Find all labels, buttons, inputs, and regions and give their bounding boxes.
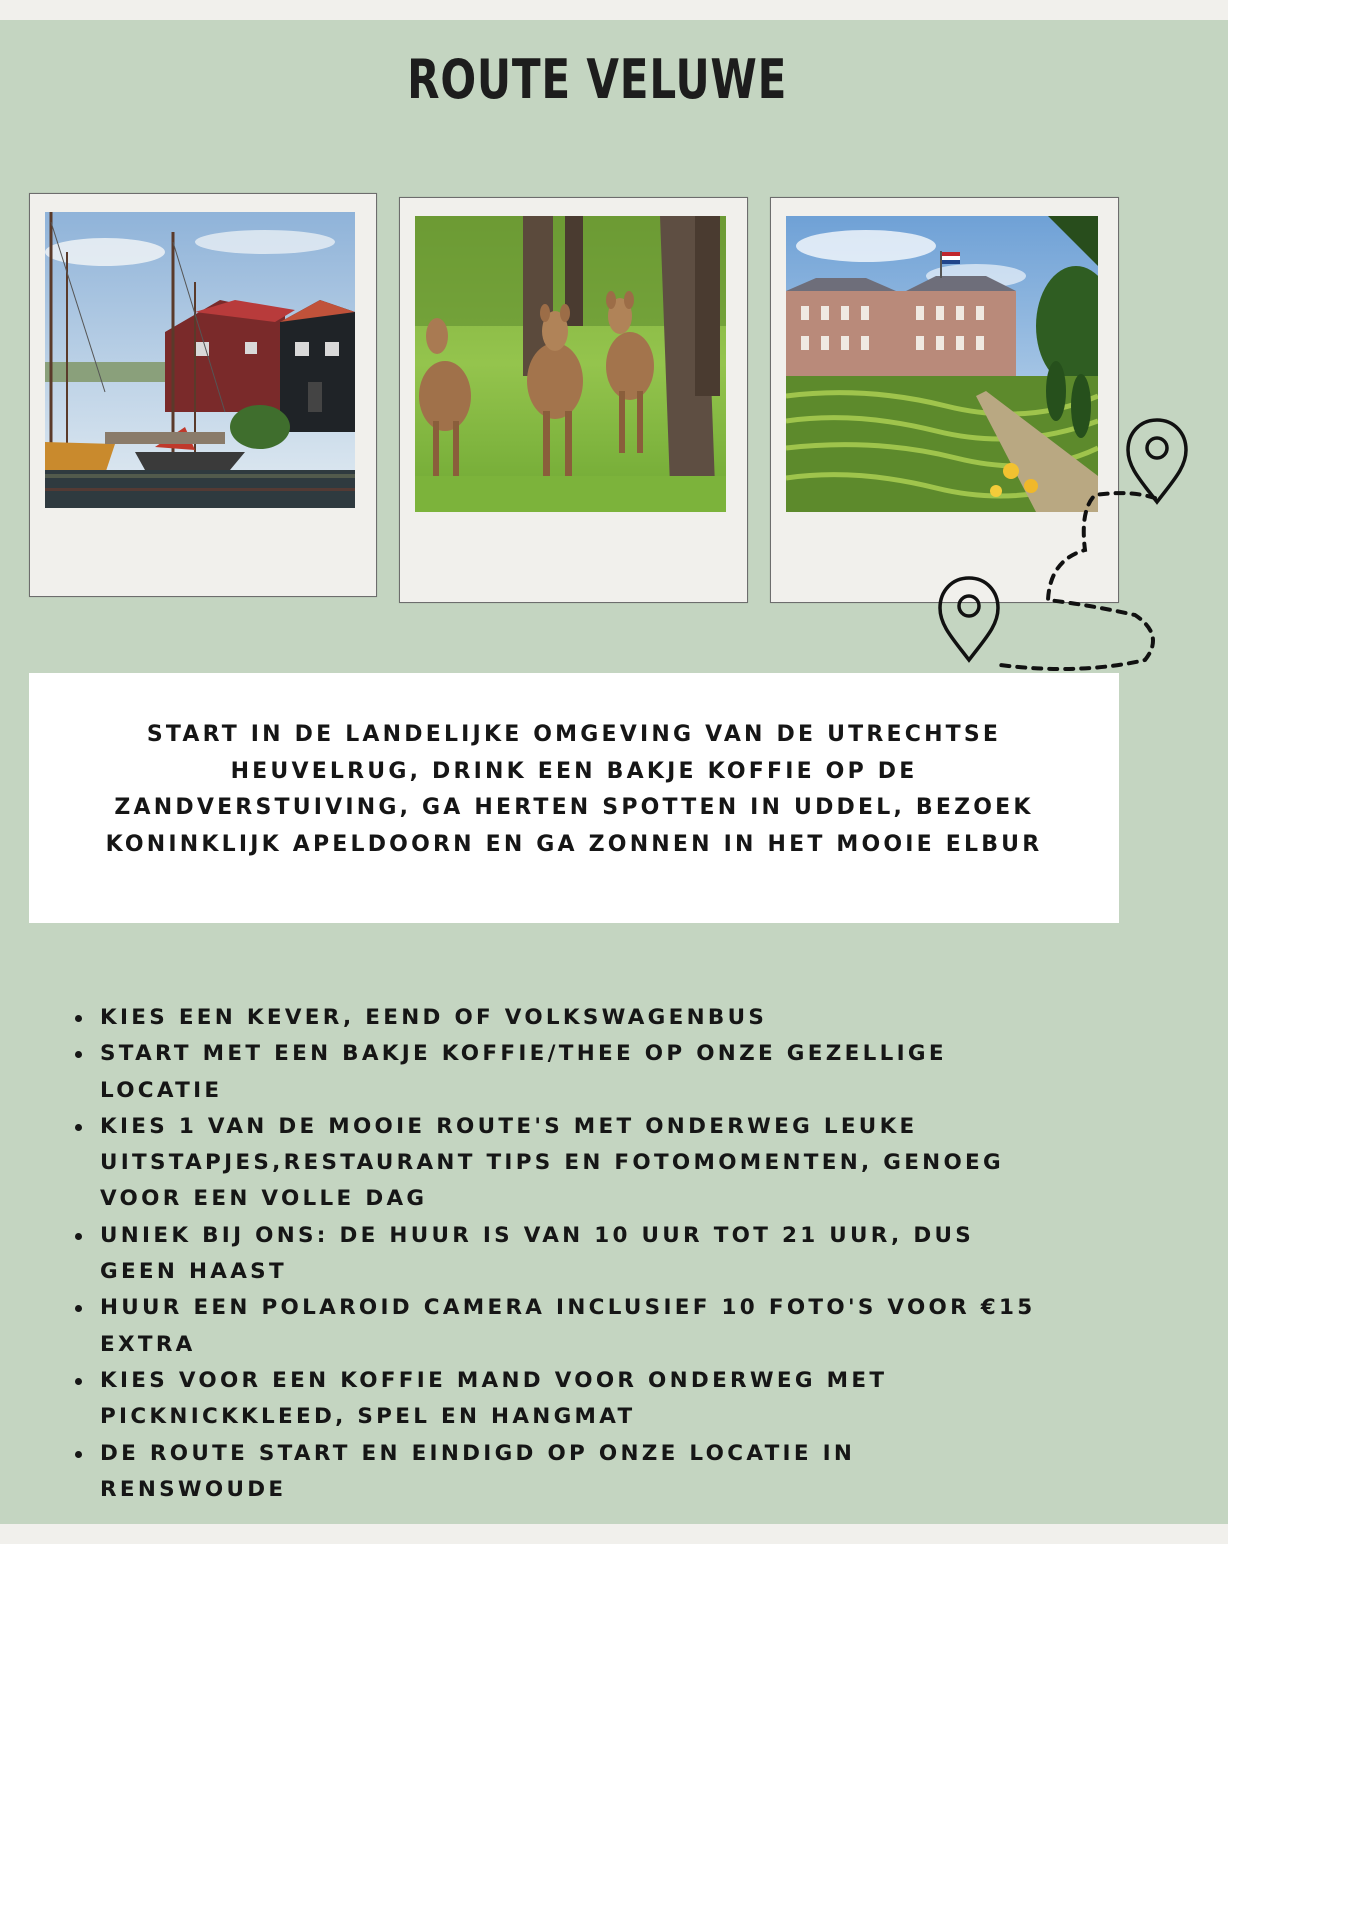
list-item: KIES EEN KEVER, EEND OF VOLKSWAGENBUS <box>70 1000 1040 1036</box>
list-item: HUUR EEN POLAROID CAMERA INCLUSIEF 10 FOTO'S VOOR €15 EXTRA <box>70 1290 1040 1363</box>
intro-box <box>29 673 1119 923</box>
deer-photo <box>415 216 726 512</box>
harbor-photo <box>45 212 355 508</box>
list-item: DE ROUTE START EN EINDIGD OP ONZE LOCATIE IN RENSWOUDE <box>70 1436 1040 1509</box>
list-item: START MET EEN BAKJE KOFFIE/THEE OP ONZE GEZELLIGE LOCATIE <box>70 1036 1040 1109</box>
intro-text: START IN DE LANDELIJKE OMGEVING VAN DE UTRECHTSE HEUVELRUG, DRINK EEN BAKJE KOFFIE OP DE ZANDVERSTUIVING, GA HERTEN SPOTTEN IN UDDEL, BEZOEK KONINKLIJK APELDOORN EN GA ZONNEN IN HET MOOIE ELBUR <box>105 722 1043 857</box>
map-pin-icon <box>1128 420 1186 502</box>
list-item: KIES VOOR EEN KOFFIE MAND VOOR ONDERWEG MET PICKNICKKLEED, SPEL EN HANGMAT <box>70 1363 1040 1436</box>
feature-list <box>70 1000 1040 1508</box>
route-pins <box>930 410 1210 680</box>
polaroid-harbor <box>29 193 377 597</box>
page-title: ROUTE VELUWE <box>407 48 788 111</box>
top-strip <box>0 0 1228 20</box>
polaroid-deer <box>399 197 748 603</box>
bottom-strip <box>0 1524 1228 1544</box>
list-item: KIES 1 VAN DE MOOIE ROUTE'S MET ONDERWEG LEUKE UITSTAPJES,RESTAURANT TIPS EN FOTOMOMENTEN, GENOEG VOOR EEN VOLLE DAG <box>70 1109 1040 1218</box>
map-pin-icon <box>940 578 998 660</box>
dotted-route <box>1000 493 1155 669</box>
list-item: UNIEK BIJ ONS: DE HUUR IS VAN 10 UUR TOT 21 UUR, DUS GEEN HAAST <box>70 1218 1040 1291</box>
